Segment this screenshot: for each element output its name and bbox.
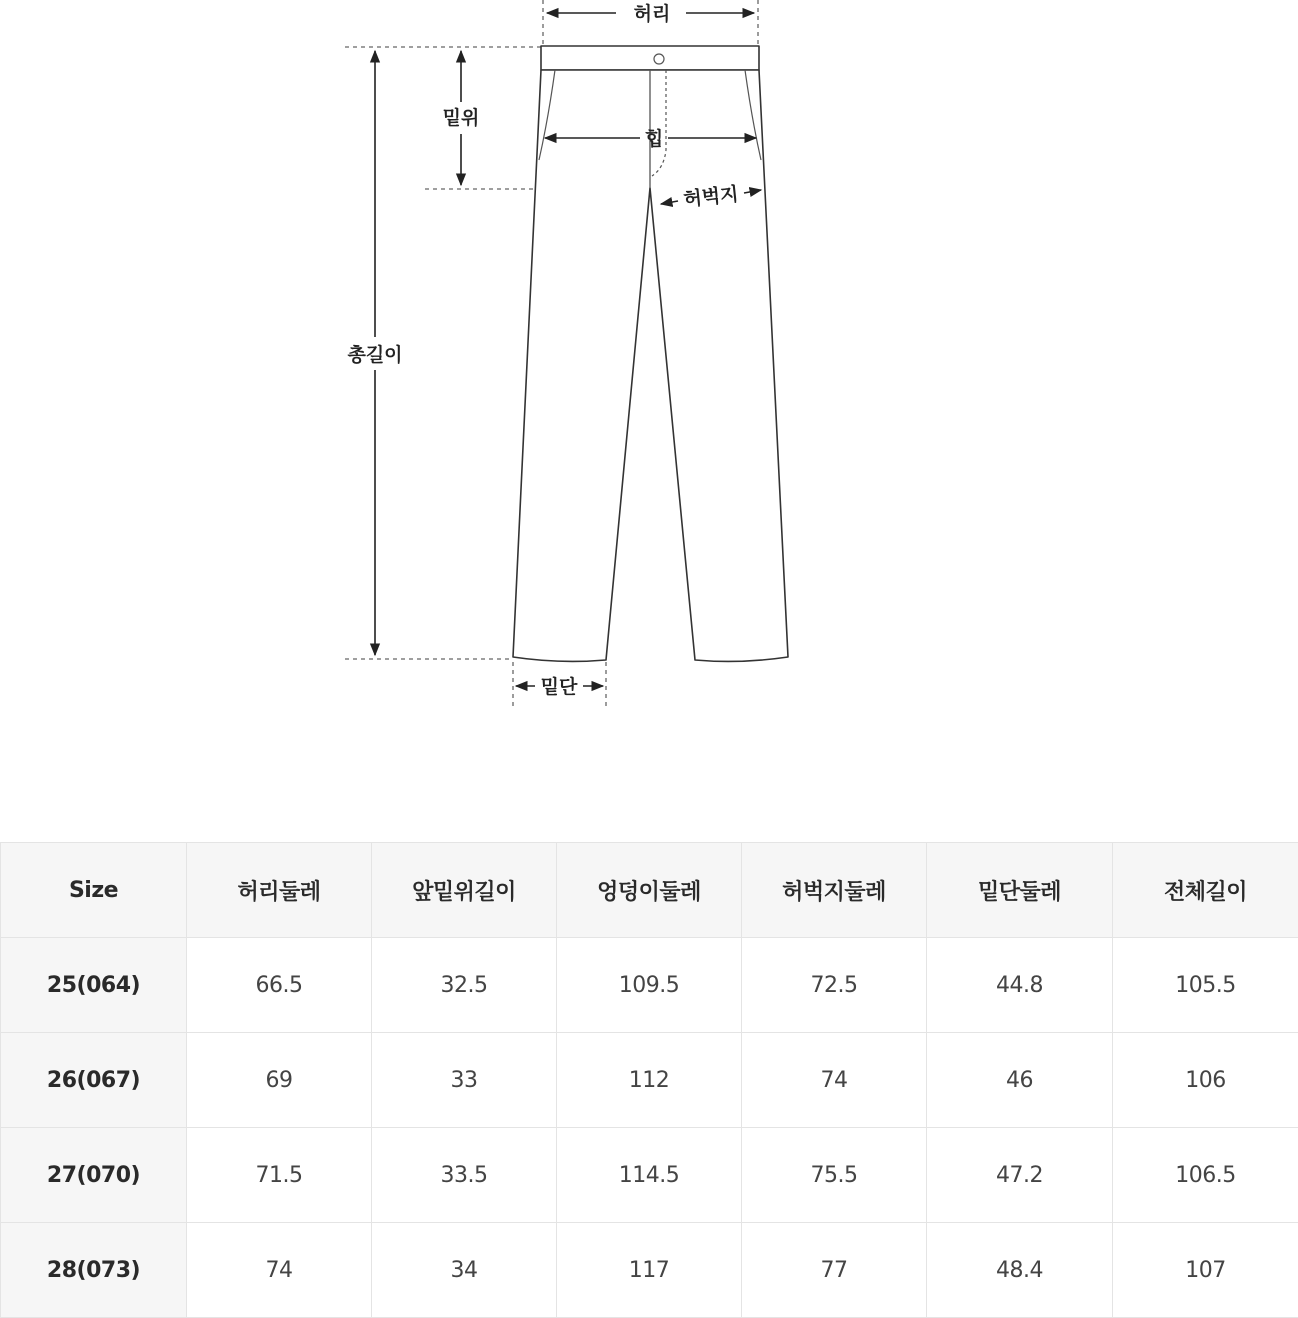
label-thigh: 허벅지 bbox=[682, 182, 739, 211]
label-hem: 밑단 bbox=[541, 675, 578, 698]
cell-waist: 71.5 bbox=[187, 1128, 372, 1223]
row-size: 25(064) bbox=[1, 938, 187, 1033]
header-hip: 엉덩이둘레 bbox=[557, 843, 742, 938]
size-table-header bbox=[1, 843, 1298, 938]
button-icon bbox=[654, 54, 664, 64]
cell-waist: 74 bbox=[187, 1223, 372, 1318]
cell-hip: 114.5 bbox=[557, 1128, 742, 1223]
header-size: Size bbox=[1, 843, 187, 938]
cell-front-rise: 32.5 bbox=[372, 938, 557, 1033]
cell-waist: 69 bbox=[187, 1033, 372, 1128]
header-row bbox=[1, 843, 1298, 938]
label-hip: 힙 bbox=[645, 127, 663, 150]
cell-thigh: 72.5 bbox=[742, 938, 927, 1033]
table-row bbox=[1, 1223, 1298, 1318]
cell-total-length: 107 bbox=[1113, 1223, 1298, 1318]
cell-thigh: 77 bbox=[742, 1223, 927, 1318]
cell-hem: 47.2 bbox=[927, 1128, 1113, 1223]
header-front-rise: 앞밑위길이 bbox=[372, 843, 557, 938]
cell-front-rise: 33 bbox=[372, 1033, 557, 1128]
size-table-body bbox=[1, 938, 1298, 1318]
row-size: 26(067) bbox=[1, 1033, 187, 1128]
label-waist: 허리 bbox=[634, 2, 671, 25]
cell-waist: 66.5 bbox=[187, 938, 372, 1033]
cell-front-rise: 34 bbox=[372, 1223, 557, 1318]
cell-total-length: 105.5 bbox=[1113, 938, 1298, 1033]
label-total-length: 총길이 bbox=[347, 343, 402, 366]
table-row bbox=[1, 1128, 1298, 1223]
table-row bbox=[1, 1033, 1298, 1128]
row-size: 28(073) bbox=[1, 1223, 187, 1318]
cell-thigh: 75.5 bbox=[742, 1128, 927, 1223]
header-thigh: 허벅지둘레 bbox=[742, 843, 927, 938]
label-rise: 밑위 bbox=[443, 106, 480, 129]
cell-hem: 44.8 bbox=[927, 938, 1113, 1033]
cell-hem: 48.4 bbox=[927, 1223, 1113, 1318]
size-table bbox=[0, 842, 1298, 1318]
header-waist: 허리둘레 bbox=[187, 843, 372, 938]
cell-total-length: 106 bbox=[1113, 1033, 1298, 1128]
cell-hip: 112 bbox=[557, 1033, 742, 1128]
header-hem: 밑단둘레 bbox=[927, 843, 1113, 938]
table-row bbox=[1, 938, 1298, 1033]
cell-hip: 117 bbox=[557, 1223, 742, 1318]
waistband bbox=[541, 46, 759, 70]
cell-thigh: 74 bbox=[742, 1033, 927, 1128]
cell-total-length: 106.5 bbox=[1113, 1128, 1298, 1223]
row-size: 27(070) bbox=[1, 1128, 187, 1223]
cell-hip: 109.5 bbox=[557, 938, 742, 1033]
cell-front-rise: 33.5 bbox=[372, 1128, 557, 1223]
header-total-length: 전체길이 bbox=[1113, 843, 1298, 938]
cell-hem: 46 bbox=[927, 1033, 1113, 1128]
